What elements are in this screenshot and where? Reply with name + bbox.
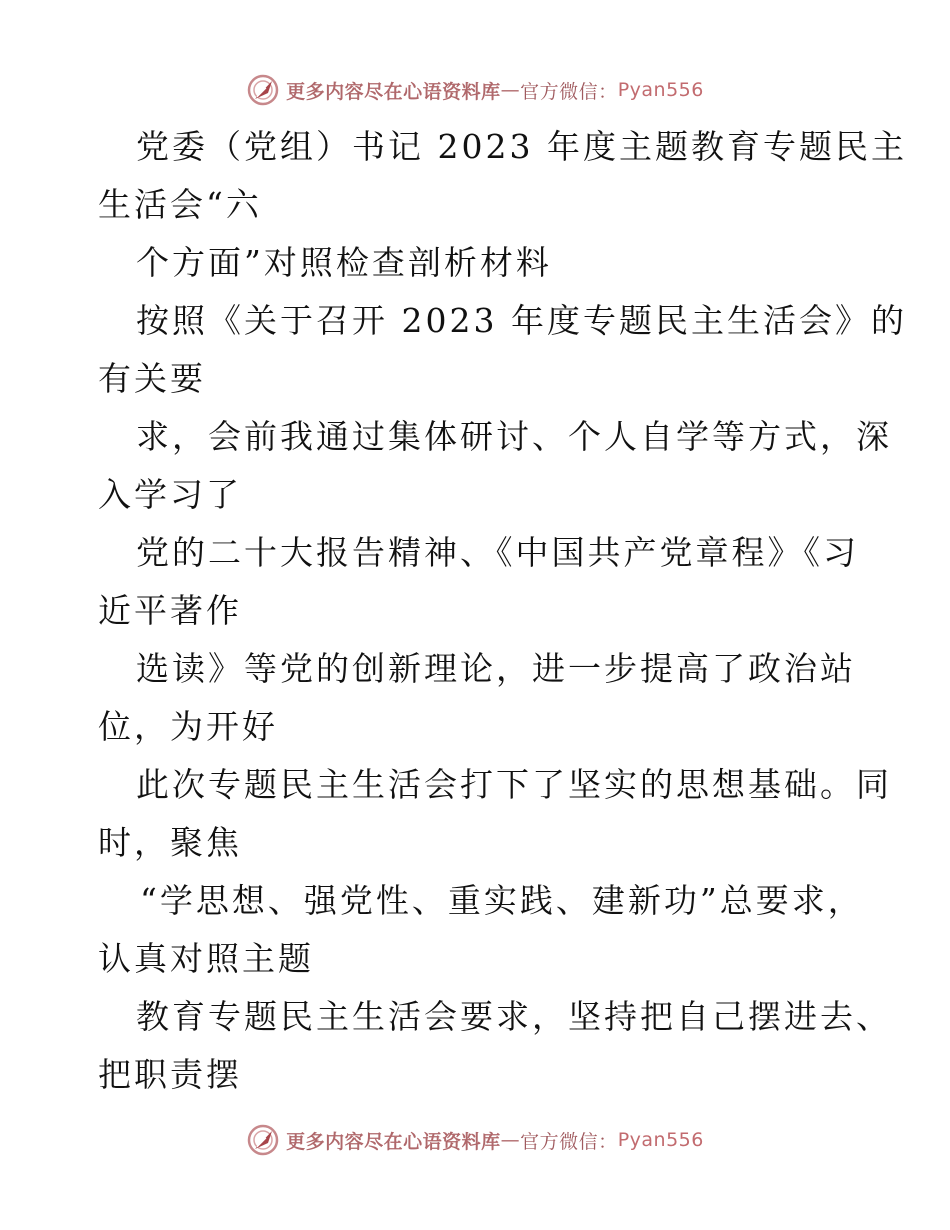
- banner-dash: —: [500, 1129, 521, 1151]
- document-body: [98, 118, 907, 1104]
- document-line: 有关要: [98, 359, 206, 398]
- document-line: 入学习了: [98, 475, 242, 514]
- document-line: 按照《关于召开 2023 年度专题民主生活会》的: [136, 301, 907, 340]
- quill-logo-icon: [246, 1123, 280, 1157]
- document-line: 教育专题民主生活会要求，坚持把自己摆进去、: [136, 997, 892, 1036]
- quill-logo-icon: [246, 73, 280, 107]
- document-line: 选读》等党的创新理论，进一步提高了政治站: [136, 649, 856, 688]
- document-line: 个方面”对照检查剖析材料: [136, 243, 552, 282]
- document-line: 此次专题民主生活会打下了坚实的思想基础。同: [136, 765, 892, 804]
- document-line: 党的二十大报告精神、《中国共产党章程》《习: [136, 533, 859, 572]
- document-line: 近平著作: [98, 591, 242, 630]
- banner-wechat-label: 官方微信：: [520, 80, 618, 103]
- banner-wechat-label: 官方微信：: [520, 1130, 618, 1153]
- document-line: 把职责摆: [98, 1055, 242, 1094]
- document-line: 时，聚焦: [98, 823, 242, 862]
- header-watermark-banner: [0, 70, 950, 110]
- document-line: “学思想、强党性、重实践、建新功”总要求，: [140, 881, 864, 920]
- document-line: 党委（党组）书记 2023 年度主题教育专题民主: [136, 127, 907, 166]
- document-line: 求，会前我通过集体研讨、个人自学等方式，深: [136, 417, 892, 456]
- banner-main-text: 更多内容尽在心语资料库: [286, 80, 501, 103]
- document-line: 认真对照主题: [98, 939, 314, 978]
- footer-watermark-banner: [0, 1120, 950, 1160]
- banner-wechat-handle: Pyan556: [617, 1129, 704, 1151]
- banner-wechat-handle: Pyan556: [617, 79, 704, 101]
- document-line: 生活会“六: [98, 185, 262, 224]
- document-line: 位，为开好: [98, 707, 278, 746]
- banner-dash: —: [500, 79, 521, 101]
- banner-main-text: 更多内容尽在心语资料库: [286, 1130, 501, 1153]
